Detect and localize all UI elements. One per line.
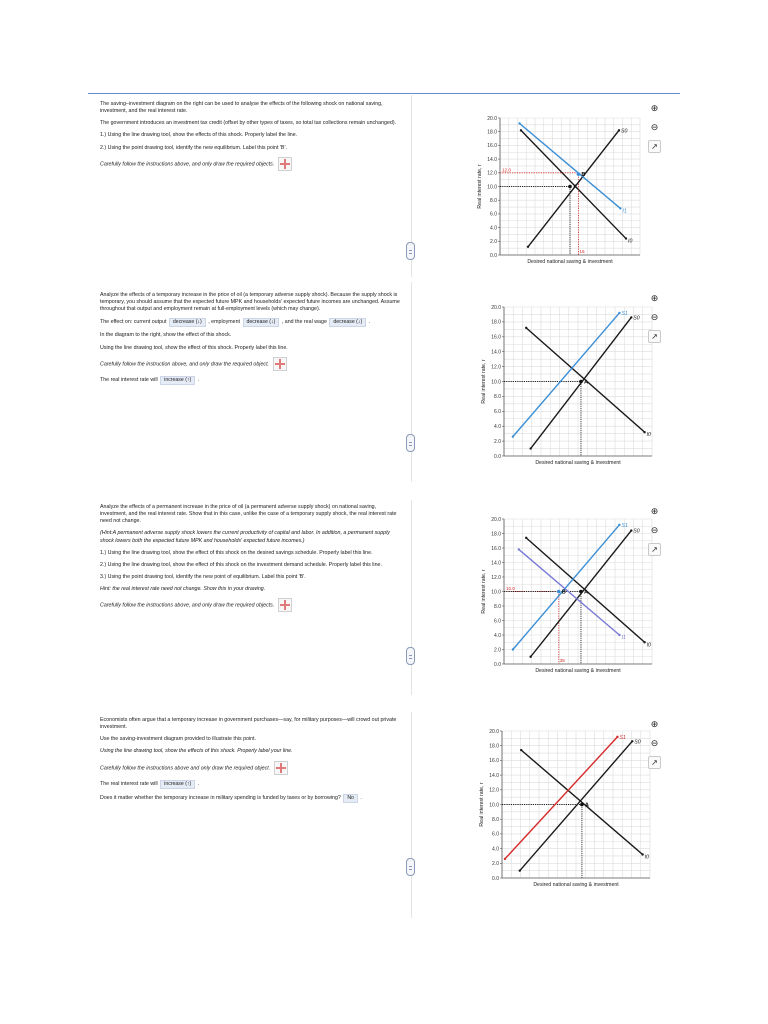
panel-divider xyxy=(411,282,412,482)
series-endpoint xyxy=(518,548,520,550)
series-label-s1: S1 xyxy=(621,310,628,317)
question-text-line: Using the line drawing tool, show the effect of this shock. Properly label this line. xyxy=(100,344,288,351)
series-line-i0 xyxy=(521,750,642,854)
point-label: A xyxy=(583,589,589,596)
series-endpoint xyxy=(618,312,620,314)
y-tick-label: 16.0 xyxy=(487,143,497,150)
y-tick-label: 6.0 xyxy=(490,211,497,218)
question-paragraph xyxy=(100,780,400,789)
y-tick-label: 20.0 xyxy=(487,115,497,122)
y-tick-label: 20.0 xyxy=(491,516,501,523)
question-paragraph xyxy=(100,157,400,171)
series-label-i0: I0 xyxy=(628,238,633,245)
series-endpoint xyxy=(630,316,632,318)
series-endpoint xyxy=(512,648,514,650)
series-endpoint xyxy=(618,129,620,131)
question-paragraph xyxy=(100,794,400,803)
question-text-segment: The real interest rate will xyxy=(100,780,160,787)
series-endpoint xyxy=(619,207,621,209)
series-label-s0: S0 xyxy=(621,128,628,135)
question-paragraph xyxy=(100,748,400,755)
question-paragraph xyxy=(100,132,400,139)
question-text-line: Hint: the real interest rate need not change. Show this in your drawing. xyxy=(100,586,266,593)
series-endpoint xyxy=(529,447,531,449)
series-endpoint xyxy=(525,327,527,329)
guide-label: 10.0 xyxy=(506,586,515,591)
y-tick-label: 12.0 xyxy=(489,787,499,794)
series-endpoint xyxy=(618,634,620,636)
resize-handle[interactable] xyxy=(406,858,415,876)
question-text-line: Carefully follow the instructions above and only draw the required object. xyxy=(100,764,271,771)
popout-icon[interactable]: ↗ xyxy=(648,140,661,153)
series-label-i0: I0 xyxy=(644,854,649,861)
series-label-s0: S0 xyxy=(633,528,640,535)
question-text-line: Carefully follow the instructions above, and only draw the required objects. xyxy=(100,602,275,609)
question-paragraph xyxy=(100,120,400,127)
series-label-i1: I1 xyxy=(622,208,627,215)
question-paragraph xyxy=(100,145,400,152)
question-paragraph xyxy=(100,574,400,581)
chart-1[interactable] xyxy=(472,113,652,273)
y-tick-label: 0.0 xyxy=(492,875,499,882)
popout-icon[interactable]: ↗ xyxy=(648,330,661,343)
series-label-s1: S1 xyxy=(619,734,626,741)
question-panel-1 xyxy=(88,95,680,277)
y-tick-label: 10.0 xyxy=(487,184,497,191)
series-label-i0: I0 xyxy=(646,432,651,439)
question-text-area xyxy=(88,95,410,277)
series-endpoint xyxy=(525,537,527,539)
series-label-i0: I0 xyxy=(646,642,651,649)
question-paragraph xyxy=(100,761,400,775)
question-paragraph xyxy=(100,562,400,569)
question-text-segment: , employment xyxy=(206,319,242,326)
question-panel-4 xyxy=(88,712,680,918)
y-tick-label: 8.0 xyxy=(494,603,501,610)
point-label: B xyxy=(561,589,566,596)
series-endpoint xyxy=(618,524,620,526)
guide-label: 35 xyxy=(559,658,565,663)
question-text-line: Use the saving-investment diagram provided to illustrate this point. xyxy=(100,736,257,743)
y-tick-label: 14.0 xyxy=(487,156,497,163)
y-tick-label: 18.0 xyxy=(491,531,501,538)
y-tick-label: 10.0 xyxy=(489,802,499,809)
series-endpoint xyxy=(631,740,633,742)
question-text-line: Carefully follow the instructions above, and only draw the required objects. xyxy=(100,161,275,168)
x-axis-label: Desired national saving & investment xyxy=(535,668,621,674)
question-text-area xyxy=(88,500,410,695)
question-paragraph xyxy=(100,357,400,371)
equilibrium-point-a xyxy=(579,380,583,384)
question-text-line: 1.) Using the line drawing tool, show the effect of this shock on the desired savings schedule. Properly label this line. xyxy=(100,549,373,556)
question-text xyxy=(100,101,400,176)
series-endpoint xyxy=(625,237,627,239)
popout-icon[interactable]: ↗ xyxy=(648,756,661,769)
y-tick-label: 18.0 xyxy=(491,319,501,326)
question-paragraph xyxy=(100,586,400,593)
question-text-line: The saving–investment diagram on the right can be used to analyse the effects of the following shock on national saving, investment, and the real interest rate. xyxy=(100,101,383,115)
series-endpoint xyxy=(630,529,632,531)
y-tick-label: 14.0 xyxy=(491,560,501,567)
resize-handle[interactable] xyxy=(406,242,415,260)
y-axis-label: Real interest rate, r xyxy=(481,359,487,404)
question-text xyxy=(100,504,400,617)
y-tick-label: 16.0 xyxy=(491,545,501,552)
question-text-line: 3.) Using the point drawing tool, identify the new point of equilibrium. Label this point 'B'. xyxy=(100,573,306,580)
series-endpoint xyxy=(512,435,514,437)
question-paragraph xyxy=(100,550,400,557)
question-paragraph xyxy=(100,345,400,352)
y-tick-label: 12.0 xyxy=(487,170,497,177)
question-text-segment: . xyxy=(196,780,200,787)
zoom-in-icon[interactable]: ⊕ xyxy=(650,719,659,729)
y-tick-label: 20.0 xyxy=(489,728,499,735)
question-panel-2 xyxy=(88,282,680,482)
panel-divider xyxy=(411,500,412,695)
zoom-in-icon[interactable]: ⊕ xyxy=(650,103,659,113)
zoom-out-icon[interactable]: ⊖ xyxy=(650,525,659,535)
series-endpoint xyxy=(520,129,522,131)
question-paragraph xyxy=(100,530,400,544)
drawing-tool-icon[interactable] xyxy=(278,157,292,171)
y-axis-label: Real interest rate, r xyxy=(477,164,483,209)
drawing-tool-icon[interactable] xyxy=(274,761,288,775)
chart-4[interactable] xyxy=(474,726,662,896)
y-tick-label: 4.0 xyxy=(492,846,499,853)
resize-handle[interactable] xyxy=(406,647,415,665)
y-axis-label: Real interest rate, r xyxy=(479,782,485,827)
question-text xyxy=(100,717,400,808)
y-tick-label: 10.0 xyxy=(491,589,501,596)
y-tick-label: 4.0 xyxy=(494,424,501,430)
series-line-s1 xyxy=(513,525,620,650)
question-text-segment: . xyxy=(358,794,362,801)
question-text-area xyxy=(88,712,410,918)
equilibrium-point-b xyxy=(577,172,581,176)
equilibrium-point-a xyxy=(579,590,583,594)
y-tick-label: 2.0 xyxy=(492,861,499,868)
question-text-segment: . xyxy=(196,376,200,383)
answer-box[interactable]: decrease (↓) xyxy=(243,318,280,327)
y-tick-label: 12.0 xyxy=(491,574,501,581)
y-tick-label: 2.0 xyxy=(490,239,497,246)
guide-label: 12.0 xyxy=(502,167,511,173)
y-axis-label: Real interest rate, r xyxy=(481,569,487,614)
x-axis-label: Desired national saving & investment xyxy=(533,882,619,888)
y-tick-label: 18.0 xyxy=(487,129,497,136)
series-endpoint xyxy=(518,122,520,124)
zoom-out-icon[interactable]: ⊖ xyxy=(650,122,659,132)
question-text xyxy=(100,292,400,390)
y-tick-label: 2.0 xyxy=(494,647,501,654)
x-axis-label: Desired national saving & investment xyxy=(535,460,621,466)
answer-box[interactable]: No xyxy=(343,794,358,803)
y-tick-label: 6.0 xyxy=(494,618,501,625)
answer-box[interactable]: decrease (↓) xyxy=(329,318,366,327)
question-text-line: 1.) Using the line drawing tool, show the effects of this shock. Properly label the line. xyxy=(100,132,298,139)
y-tick-label: 12.0 xyxy=(491,364,501,371)
point-label: A xyxy=(573,184,578,191)
point-label: A xyxy=(584,802,589,809)
question-text-line: (Hint:A permanent adverse supply shock lowers the current productivity of capital and labor. In addition, a permanent supply shock lowers both the expected future MPK and households' expected future incomes.) xyxy=(100,530,390,544)
point-label: A xyxy=(583,379,589,386)
question-text-segment: The real interest rate will xyxy=(100,376,160,383)
x-axis-label: Desired national saving & investment xyxy=(527,259,613,265)
question-text-segment: Does it matter whether the temporary increase in military spending is funded by taxes or by borrowing? xyxy=(100,794,343,801)
series-endpoint xyxy=(520,749,522,751)
chart-3[interactable] xyxy=(476,514,664,682)
zoom-in-icon[interactable]: ⊕ xyxy=(650,506,659,516)
y-tick-label: 16.0 xyxy=(491,334,501,341)
drawing-tool-icon[interactable] xyxy=(273,357,287,371)
question-paragraph xyxy=(100,292,400,313)
panel-divider xyxy=(411,712,412,918)
series-label-i1: I1 xyxy=(621,635,626,641)
question-paragraph xyxy=(100,598,400,612)
question-text-segment: , and the real wage xyxy=(280,319,329,326)
y-tick-label: 4.0 xyxy=(494,632,501,639)
question-paragraph xyxy=(100,736,400,743)
y-tick-label: 8.0 xyxy=(490,198,497,204)
zoom-out-icon[interactable]: ⊖ xyxy=(650,312,659,322)
question-paragraph xyxy=(100,376,400,385)
y-tick-label: 16.0 xyxy=(489,758,499,765)
question-text-line: The government introduces an investment tax credit (offset by other types of taxes, so total tax collections remain unchanged). xyxy=(100,120,397,127)
zoom-out-icon[interactable]: ⊖ xyxy=(650,738,659,748)
y-tick-label: 4.0 xyxy=(490,225,497,232)
y-tick-label: 0.0 xyxy=(494,453,501,460)
question-text-line: Carefully follow the instruction above, and only draw the required object. xyxy=(100,361,270,368)
zoom-in-icon[interactable]: ⊕ xyxy=(650,293,659,303)
answer-box[interactable]: decrease (↓) xyxy=(169,318,206,327)
question-text-line: Using the line drawing tool, show the effects of this shock. Properly label your line. xyxy=(100,748,293,755)
equilibrium-point-a xyxy=(568,185,572,189)
question-text-segment: The effect on: current output xyxy=(100,319,168,326)
series-endpoint xyxy=(641,853,643,855)
series-endpoint xyxy=(529,656,531,658)
equilibrium-point-b xyxy=(557,590,561,594)
chart-2[interactable] xyxy=(476,302,664,474)
series-endpoint xyxy=(643,641,645,643)
question-panel-3 xyxy=(88,500,680,695)
y-tick-label: 8.0 xyxy=(494,394,501,401)
y-tick-label: 18.0 xyxy=(489,743,499,750)
series-label-s0: S0 xyxy=(634,739,641,746)
y-tick-label: 20.0 xyxy=(491,304,501,311)
y-tick-label: 0.0 xyxy=(490,252,497,259)
series-endpoint xyxy=(504,858,506,860)
y-tick-label: 10.0 xyxy=(491,379,501,386)
y-tick-label: 6.0 xyxy=(494,409,501,416)
series-endpoint xyxy=(616,736,618,738)
y-tick-label: 8.0 xyxy=(492,817,499,823)
series-endpoint xyxy=(519,869,521,871)
series-endpoint xyxy=(643,431,645,433)
question-paragraph xyxy=(100,101,400,115)
question-text-line: 2.) Using the point drawing tool, identify the new equilibrium. Label this point 'B'. xyxy=(100,144,287,151)
question-paragraph xyxy=(100,717,400,731)
question-text-line: Analyze the effects of a temporary increase in the price of oil (a temporary adverse supply shock). Because the supply shock is temporary, you should assume that the expected future MPK and households' expected future incomes are unchanged. Assume throughout that output and employment remain at full-employment levels (which may change). xyxy=(100,292,400,313)
y-tick-label: 14.0 xyxy=(489,772,499,779)
popout-icon[interactable]: ↗ xyxy=(648,543,661,556)
y-tick-label: 14.0 xyxy=(491,349,501,356)
y-tick-label: 0.0 xyxy=(494,661,501,668)
series-line-s1 xyxy=(513,313,620,437)
equilibrium-point-a xyxy=(580,803,584,807)
drawing-tool-icon[interactable] xyxy=(278,598,292,612)
series-label-s0: S0 xyxy=(633,315,640,322)
question-paragraph xyxy=(100,504,400,525)
series-label-s1: S1 xyxy=(621,522,628,529)
answer-box[interactable]: increase (↑) xyxy=(160,780,195,789)
series-endpoint xyxy=(527,246,529,248)
question-text-line: In the diagram to the right, show the effect of this shock. xyxy=(100,332,232,339)
question-text-line: Economists often argue that a temporary increase in government purchases—say, for military purposes—will crowd out private investment. xyxy=(100,717,397,731)
question-text-area xyxy=(88,282,410,482)
point-label: B xyxy=(581,172,586,179)
resize-handle[interactable] xyxy=(406,434,415,452)
question-text-line: 2.) Using the line drawing tool, show the effect of this shock on the investment demand schedule. Properly label this line. xyxy=(100,561,382,568)
y-tick-label: 2.0 xyxy=(494,438,501,445)
guide-label: 16 xyxy=(579,249,585,254)
question-paragraph xyxy=(100,318,400,327)
y-tick-label: 6.0 xyxy=(492,831,499,838)
series-line-s1 xyxy=(505,737,617,859)
question-paragraph xyxy=(100,332,400,339)
answer-box[interactable]: increase (↑) xyxy=(160,376,195,385)
question-text-line: Analyze the effects of a permanent increase in the price of oil (a permanent adverse supply shock) on national saving, investment, and the real interest rate. Show that in this case, unlike the case of a temporary supply shock, the real interest rate need not change. xyxy=(100,504,397,525)
question-text-segment: . xyxy=(367,319,371,326)
top-rule xyxy=(88,93,680,94)
